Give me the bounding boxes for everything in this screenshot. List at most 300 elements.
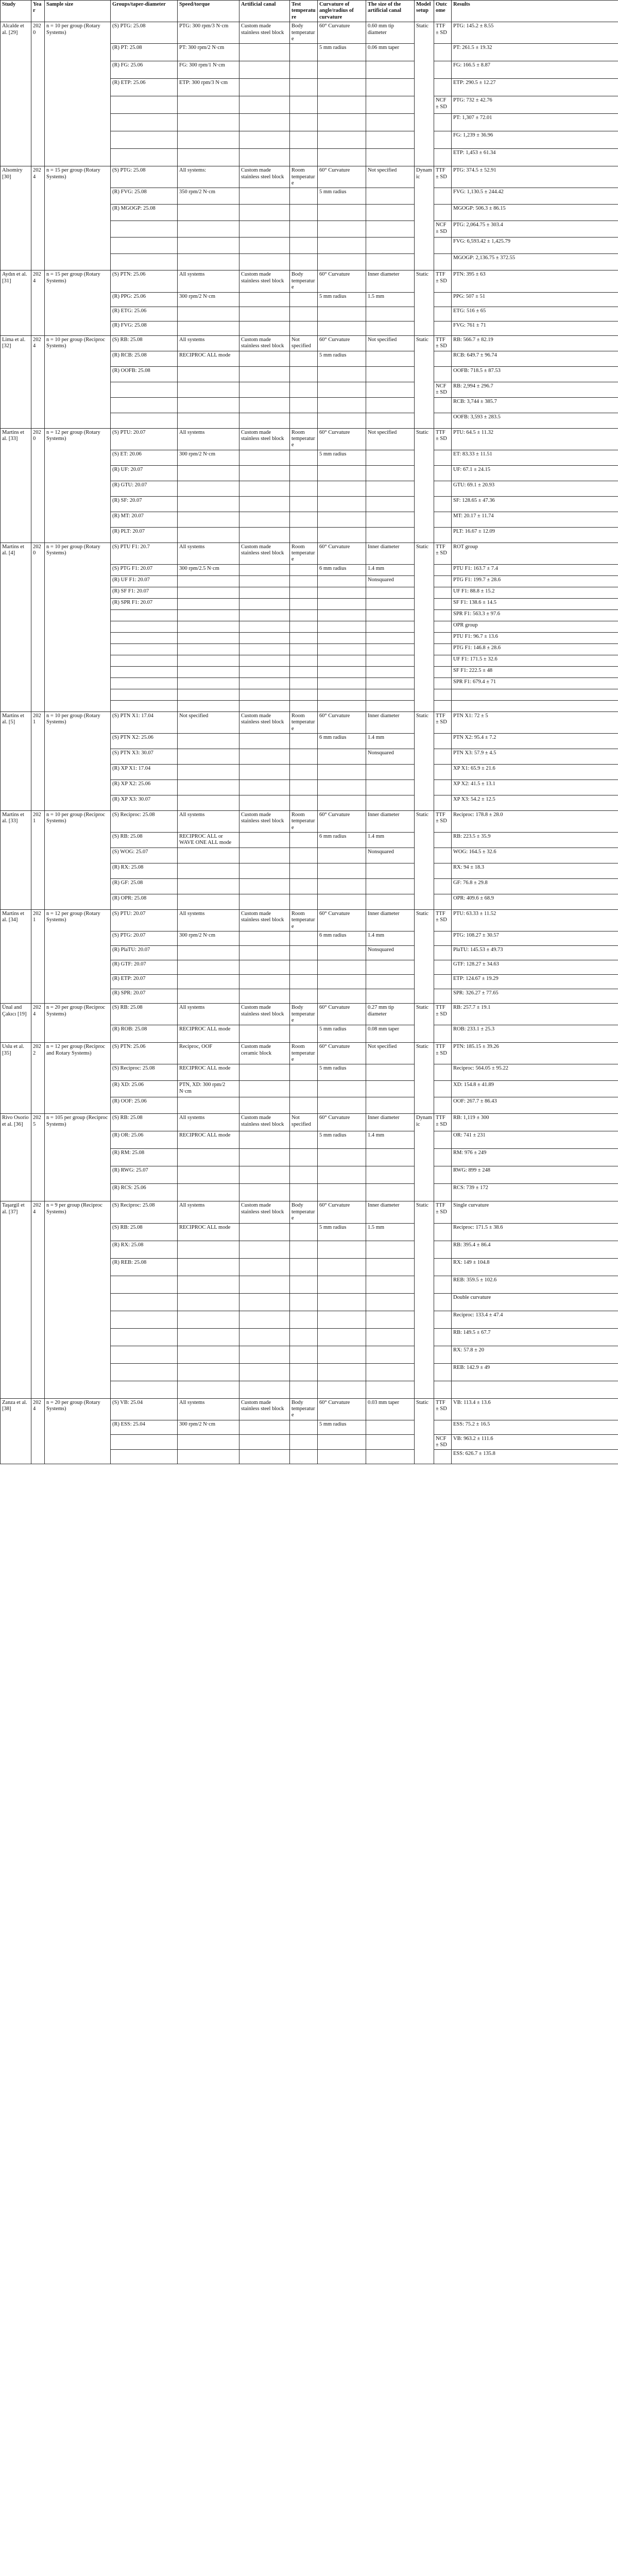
groups-cell xyxy=(111,609,178,621)
curvature-cell xyxy=(318,1381,366,1398)
artificial-canal-cell xyxy=(239,413,290,428)
groups-cell: (R) FG: 25.06 xyxy=(111,61,178,79)
curvature-cell xyxy=(318,587,366,598)
curvature-cell: 60° Curvature xyxy=(318,270,366,292)
canal-size-cell: Not specified xyxy=(366,335,415,351)
groups-cell xyxy=(111,643,178,655)
groups-cell: (R) XD: 25.06 xyxy=(111,1081,178,1097)
groups-cell: (R) ETP: 25.06 xyxy=(111,79,178,96)
groups-cell xyxy=(111,1381,178,1398)
table-header-row xyxy=(1,1,618,22)
column-header: Study xyxy=(1,1,31,22)
results-cell: RWG: 899 ± 248 xyxy=(452,1166,618,1184)
outcome-cell xyxy=(434,1381,452,1398)
test-temperature-cell xyxy=(290,621,318,632)
results-cell: PTN X3: 57.9 ± 4.5 xyxy=(452,749,618,764)
study-cell: Aydın et al. [31] xyxy=(1,270,31,335)
table-row xyxy=(1,166,618,188)
speed-torque-cell xyxy=(178,689,239,700)
test-temperature-cell xyxy=(290,1328,318,1346)
test-temperature-cell xyxy=(290,254,318,270)
results-cell: PTG: 732 ± 42.76 xyxy=(452,96,618,114)
outcome-cell xyxy=(434,1097,452,1114)
test-temperature-cell: Room temperature xyxy=(290,543,318,564)
test-temperature-cell: Not specified xyxy=(290,335,318,351)
canal-size-cell xyxy=(366,254,415,270)
table-row xyxy=(1,810,618,832)
outcome-cell xyxy=(434,1328,452,1346)
results-cell: FG: 1,239 ± 36.96 xyxy=(452,131,618,149)
test-temperature-cell xyxy=(290,1064,318,1081)
results-cell: RM: 976 ± 249 xyxy=(452,1149,618,1166)
speed-torque-cell xyxy=(178,496,239,512)
groups-cell: (R) SF F1: 20.07 xyxy=(111,587,178,598)
outcome-cell xyxy=(434,975,452,989)
artificial-canal-cell xyxy=(239,666,290,677)
test-temperature-cell xyxy=(290,450,318,465)
groups-cell xyxy=(111,1328,178,1346)
results-cell: PTG F1: 199.7 ± 28.6 xyxy=(452,575,618,587)
test-temperature-cell xyxy=(290,1025,318,1043)
curvature-cell: 6 mm radius xyxy=(318,931,366,946)
test-temperature-cell xyxy=(290,764,318,779)
groups-cell xyxy=(111,666,178,677)
groups-cell: (R) PPG: 25.06 xyxy=(111,292,178,307)
groups-cell: (R) SPR F1: 20.07 xyxy=(111,598,178,609)
curvature-cell xyxy=(318,749,366,764)
artificial-canal-cell: Custom made stainless steel block xyxy=(239,166,290,188)
groups-cell: (R) GF: 25.08 xyxy=(111,879,178,894)
results-cell: ET: 83.33 ± 11.51 xyxy=(452,450,618,465)
curvature-cell xyxy=(318,1293,366,1311)
study-cell: Martins et al. [33] xyxy=(1,810,31,909)
curvature-cell xyxy=(318,795,366,810)
artificial-canal-cell xyxy=(239,643,290,655)
artificial-canal-cell xyxy=(239,833,290,848)
outcome-cell xyxy=(434,465,452,481)
results-cell: Double curvature xyxy=(452,1293,618,1311)
results-cell: PTN: 395 ± 63 xyxy=(452,270,618,292)
canal-size-cell xyxy=(366,598,415,609)
results-cell: OOF: 267.7 ± 86.43 xyxy=(452,1097,618,1114)
outcome-cell: TTF ± SD xyxy=(434,1004,452,1025)
outcome-cell xyxy=(434,366,452,382)
curvature-cell: 5 mm radius xyxy=(318,1420,366,1434)
canal-size-cell: Not specified xyxy=(366,166,415,188)
speed-torque-cell xyxy=(178,413,239,428)
outcome-cell xyxy=(434,512,452,527)
outcome-cell xyxy=(434,1450,452,1464)
results-cell: RX: 94 ± 18.3 xyxy=(452,863,618,879)
speed-torque-cell: All systems xyxy=(178,270,239,292)
groups-cell: (R) OOFB: 25.08 xyxy=(111,366,178,382)
outcome-cell xyxy=(434,1025,452,1043)
table-row xyxy=(1,1004,618,1025)
curvature-cell: 60° Curvature xyxy=(318,1114,366,1131)
groups-cell: (R) XP X1: 17.04 xyxy=(111,764,178,779)
results-cell: UF F1: 88.8 ± 15.2 xyxy=(452,587,618,598)
artificial-canal-cell xyxy=(239,700,290,711)
canal-size-cell xyxy=(366,863,415,879)
artificial-canal-cell: Custom made stainless steel block xyxy=(239,910,290,931)
speed-torque-cell xyxy=(178,733,239,749)
groups-cell: (R) PT: 25.08 xyxy=(111,44,178,61)
outcome-cell xyxy=(434,254,452,270)
curvature-cell: 5 mm radius xyxy=(318,450,366,465)
artificial-canal-cell: Custom made stainless steel block xyxy=(239,711,290,733)
column-header: Outcome xyxy=(434,1,452,22)
groups-cell: (S) PTG: 25.08 xyxy=(111,166,178,188)
curvature-cell xyxy=(318,1450,366,1464)
artificial-canal-cell xyxy=(239,1434,290,1450)
speed-torque-cell xyxy=(178,114,239,131)
groups-cell: (S) Reciproc: 25.08 xyxy=(111,1064,178,1081)
speed-torque-cell xyxy=(178,960,239,975)
model-setup-cell: Static xyxy=(415,1043,434,1114)
results-cell: OPR group xyxy=(452,621,618,632)
groups-cell: (S) RB: 25.08 xyxy=(111,833,178,848)
artificial-canal-cell xyxy=(239,621,290,632)
results-cell: MGOGP: 506.3 ± 86.15 xyxy=(452,205,618,221)
artificial-canal-cell: Custom made stainless steel block xyxy=(239,543,290,564)
canal-size-cell xyxy=(366,1346,415,1363)
outcome-cell xyxy=(434,677,452,689)
test-temperature-cell xyxy=(290,205,318,221)
results-cell: PT: 1,307 ± 72.01 xyxy=(452,114,618,131)
canal-size-cell xyxy=(366,114,415,131)
curvature-cell xyxy=(318,609,366,621)
test-temperature-cell xyxy=(290,975,318,989)
curvature-cell xyxy=(318,863,366,879)
curvature-cell xyxy=(318,643,366,655)
canal-size-cell xyxy=(366,221,415,238)
test-temperature-cell xyxy=(290,61,318,79)
speed-torque-cell xyxy=(178,254,239,270)
canal-size-cell: 1.5 mm xyxy=(366,292,415,307)
speed-torque-cell xyxy=(178,1311,239,1328)
sample-size-cell: n = 9 per group (Reciproc Systems) xyxy=(45,1201,111,1398)
canal-size-cell: 1.4 mm xyxy=(366,733,415,749)
groups-cell xyxy=(111,114,178,131)
speed-torque-cell: RECIPROC ALL mode xyxy=(178,1025,239,1043)
curvature-cell xyxy=(318,621,366,632)
curvature-cell xyxy=(318,960,366,975)
curvature-cell xyxy=(318,131,366,149)
test-temperature-cell xyxy=(290,79,318,96)
artificial-canal-cell xyxy=(239,1081,290,1097)
results-cell: MT: 20.17 ± 11.74 xyxy=(452,512,618,527)
results-cell: PPG: 507 ± 51 xyxy=(452,292,618,307)
test-temperature-cell xyxy=(290,700,318,711)
curvature-cell xyxy=(318,779,366,795)
curvature-cell xyxy=(318,1363,366,1381)
groups-cell xyxy=(111,382,178,397)
test-temperature-cell xyxy=(290,512,318,527)
outcome-cell xyxy=(434,632,452,643)
test-temperature-cell xyxy=(290,894,318,910)
speed-torque-cell xyxy=(178,366,239,382)
artificial-canal-cell xyxy=(239,879,290,894)
canal-size-cell xyxy=(366,677,415,689)
curvature-cell xyxy=(318,397,366,413)
canal-size-cell xyxy=(366,666,415,677)
outcome-cell xyxy=(434,114,452,131)
results-cell: GF: 76.8 ± 29.8 xyxy=(452,879,618,894)
test-temperature-cell xyxy=(290,321,318,335)
test-temperature-cell xyxy=(290,598,318,609)
artificial-canal-cell xyxy=(239,1149,290,1166)
table-row xyxy=(1,335,618,351)
curvature-cell xyxy=(318,61,366,79)
curvature-cell xyxy=(318,689,366,700)
canal-size-cell xyxy=(366,1149,415,1166)
outcome-cell xyxy=(434,779,452,795)
canal-size-cell xyxy=(366,779,415,795)
table-row xyxy=(1,543,618,564)
sample-size-cell: n = 12 per group (Rotary Systems) xyxy=(45,910,111,1004)
curvature-cell xyxy=(318,1311,366,1328)
test-temperature-cell xyxy=(290,575,318,587)
canal-size-cell xyxy=(366,1328,415,1346)
test-temperature-cell xyxy=(290,795,318,810)
sample-size-cell: n = 10 per group (Reciproc Systems) xyxy=(45,335,111,428)
artificial-canal-cell xyxy=(239,1420,290,1434)
curvature-cell xyxy=(318,221,366,238)
column-header: Curvature of angle/radius of curvature xyxy=(318,1,366,22)
study-cell: Alsomiry [30] xyxy=(1,166,31,270)
results-cell: PTG: 145.2 ± 8.55 xyxy=(452,22,618,44)
canal-size-cell: Nonsquared xyxy=(366,749,415,764)
column-header: The size of the artificial canal xyxy=(366,1,415,22)
results-cell: Reciproc: 133.4 ± 47.4 xyxy=(452,1311,618,1328)
speed-torque-cell xyxy=(178,1149,239,1166)
canal-size-cell: 0.08 mm taper xyxy=(366,1025,415,1043)
groups-cell xyxy=(111,1311,178,1328)
test-temperature-cell xyxy=(290,833,318,848)
outcome-cell xyxy=(434,1131,452,1149)
results-cell: PTN X1: 72 ± 5 xyxy=(452,711,618,733)
groups-cell xyxy=(111,1293,178,1311)
speed-torque-cell: RECIPROC ALL mode xyxy=(178,1131,239,1149)
test-temperature-cell xyxy=(290,733,318,749)
canal-size-cell: Inner diameter xyxy=(366,1114,415,1131)
results-cell: SPR F1: 563.3 ± 97.6 xyxy=(452,609,618,621)
outcome-cell: TTF ± SD xyxy=(434,1043,452,1064)
results-cell: FVG: 1,130.5 ± 244.42 xyxy=(452,188,618,205)
artificial-canal-cell xyxy=(239,1097,290,1114)
speed-torque-cell: RECIPROC ALL mode xyxy=(178,1223,239,1241)
canal-size-cell xyxy=(366,79,415,96)
curvature-cell xyxy=(318,1097,366,1114)
curvature-cell xyxy=(318,366,366,382)
canal-size-cell: 1.5 mm xyxy=(366,1223,415,1241)
curvature-cell xyxy=(318,1081,366,1097)
table-row xyxy=(1,270,618,292)
results-cell: UF: 67.1 ± 24.15 xyxy=(452,465,618,481)
artificial-canal-cell xyxy=(239,564,290,575)
outcome-cell xyxy=(434,397,452,413)
groups-cell: (R) OPR: 25.08 xyxy=(111,894,178,910)
test-temperature-cell xyxy=(290,366,318,382)
speed-torque-cell xyxy=(178,700,239,711)
test-temperature-cell xyxy=(290,292,318,307)
canal-size-cell: 1.4 mm xyxy=(366,1131,415,1149)
groups-cell xyxy=(111,413,178,428)
table-row xyxy=(1,910,618,931)
test-temperature-cell xyxy=(290,149,318,166)
artificial-canal-cell xyxy=(239,238,290,254)
canal-size-cell xyxy=(366,61,415,79)
results-cell: PTG: 374.5 ± 52.91 xyxy=(452,166,618,188)
results-cell: SF F1: 222.5 ± 48 xyxy=(452,666,618,677)
canal-size-cell: 0.60 mm tip diameter xyxy=(366,22,415,44)
column-header: Test temperature xyxy=(290,1,318,22)
groups-cell: (R) FVG: 25.08 xyxy=(111,321,178,335)
results-cell: GTU: 69.1 ± 20.93 xyxy=(452,481,618,496)
artificial-canal-cell xyxy=(239,149,290,166)
canal-size-cell: 1.4 mm xyxy=(366,833,415,848)
speed-torque-cell xyxy=(178,632,239,643)
curvature-cell: 6 mm radius xyxy=(318,733,366,749)
canal-size-cell xyxy=(366,382,415,397)
results-cell: PTU: 64.5 ± 11.32 xyxy=(452,428,618,450)
canal-size-cell xyxy=(366,894,415,910)
speed-torque-cell: Reciproc, OOF xyxy=(178,1043,239,1064)
groups-cell: (S) RB: 25.08 xyxy=(111,1114,178,1131)
sample-size-cell: n = 15 per group (Rotary Systems) xyxy=(45,166,111,270)
groups-cell xyxy=(111,689,178,700)
study-cell: Ünal and Çakıcı [19] xyxy=(1,1004,31,1043)
canal-size-cell xyxy=(366,1184,415,1201)
test-temperature-cell xyxy=(290,1131,318,1149)
speed-torque-cell xyxy=(178,795,239,810)
speed-torque-cell xyxy=(178,205,239,221)
groups-cell: (S) PTG: 25.08 xyxy=(111,22,178,44)
outcome-cell: TTF ± SD xyxy=(434,270,452,292)
artificial-canal-cell xyxy=(239,79,290,96)
sample-size-cell: n = 10 per group (Reciproc Systems) xyxy=(45,810,111,909)
test-temperature-cell xyxy=(290,1149,318,1166)
artificial-canal-cell xyxy=(239,44,290,61)
results-cell: ETG: 516 ± 65 xyxy=(452,307,618,321)
test-temperature-cell xyxy=(290,632,318,643)
outcome-cell xyxy=(434,131,452,149)
outcome-cell xyxy=(434,238,452,254)
test-temperature-cell: Room temperature xyxy=(290,1043,318,1064)
model-setup-cell: Static xyxy=(415,270,434,335)
artificial-canal-cell xyxy=(239,1381,290,1398)
curvature-cell xyxy=(318,1346,366,1363)
results-cell: FVG: 6,593.42 ± 1,425.79 xyxy=(452,238,618,254)
speed-torque-cell xyxy=(178,1450,239,1464)
speed-torque-cell: RECIPROC ALL mode xyxy=(178,1064,239,1081)
canal-size-cell: 1.4 mm xyxy=(366,564,415,575)
results-cell: XD: 154.8 ± 41.89 xyxy=(452,1081,618,1097)
model-setup-cell: Static xyxy=(415,910,434,1004)
groups-cell: (S) PTG: 20.07 xyxy=(111,931,178,946)
canal-size-cell: Not specified xyxy=(366,1043,415,1064)
canal-size-cell xyxy=(366,413,415,428)
model-setup-cell: Dynamic xyxy=(415,166,434,270)
canal-size-cell: Nonsquared xyxy=(366,848,415,863)
results-cell: OOFB: 718.5 ± 87.53 xyxy=(452,366,618,382)
curvature-cell xyxy=(318,321,366,335)
artificial-canal-cell xyxy=(239,863,290,879)
results-cell: Reciproc: 171.5 ± 38.6 xyxy=(452,1223,618,1241)
speed-torque-cell xyxy=(178,1097,239,1114)
curvature-cell xyxy=(318,307,366,321)
curvature-cell: 6 mm radius xyxy=(318,833,366,848)
results-cell: VB: 113.4 ± 13.6 xyxy=(452,1398,618,1420)
artificial-canal-cell xyxy=(239,307,290,321)
speed-torque-cell xyxy=(178,321,239,335)
artificial-canal-cell: Custom made stainless steel block xyxy=(239,1201,290,1223)
study-cell: Taşargil et al. [37] xyxy=(1,1201,31,1398)
groups-cell xyxy=(111,397,178,413)
curvature-cell xyxy=(318,238,366,254)
outcome-cell: TTF ± SD xyxy=(434,428,452,450)
canal-size-cell xyxy=(366,1381,415,1398)
outcome-cell xyxy=(434,666,452,677)
test-temperature-cell: Body temperature xyxy=(290,22,318,44)
artificial-canal-cell xyxy=(239,848,290,863)
artificial-canal-cell xyxy=(239,1241,290,1258)
results-cell: GTF: 128.27 ± 34.63 xyxy=(452,960,618,975)
canal-size-cell xyxy=(366,960,415,975)
test-temperature-cell xyxy=(290,564,318,575)
speed-torque-cell: ETP: 300 rpm/3 N·cm xyxy=(178,79,239,96)
results-cell: OOFB: 3,593 ± 283.5 xyxy=(452,413,618,428)
results-cell: SPR F1: 679.4 ± 71 xyxy=(452,677,618,689)
curvature-cell xyxy=(318,764,366,779)
curvature-cell: 60° Curvature xyxy=(318,1004,366,1025)
curvature-cell: 60° Curvature xyxy=(318,335,366,351)
table-row xyxy=(1,1043,618,1064)
artificial-canal-cell: Custom made stainless steel block xyxy=(239,335,290,351)
outcome-cell xyxy=(434,188,452,205)
outcome-cell: NCF ± SD xyxy=(434,96,452,114)
outcome-cell xyxy=(434,863,452,879)
results-cell: RCS: 739 ± 172 xyxy=(452,1184,618,1201)
groups-cell: (R) MGOGP: 25.08 xyxy=(111,205,178,221)
curvature-cell: 60° Curvature xyxy=(318,910,366,931)
artificial-canal-cell: Custom made stainless steel block xyxy=(239,428,290,450)
groups-cell: (S) PTU: 20.07 xyxy=(111,910,178,931)
outcome-cell xyxy=(434,1149,452,1166)
artificial-canal-cell xyxy=(239,465,290,481)
results-cell: PTU F1: 163.7 ± 7.4 xyxy=(452,564,618,575)
speed-torque-cell xyxy=(178,512,239,527)
speed-torque-cell xyxy=(178,397,239,413)
speed-torque-cell xyxy=(178,894,239,910)
test-temperature-cell xyxy=(290,1276,318,1293)
results-cell: PTU: 63.33 ± 11.52 xyxy=(452,910,618,931)
curvature-cell xyxy=(318,527,366,543)
artificial-canal-cell xyxy=(239,366,290,382)
test-temperature-cell xyxy=(290,188,318,205)
model-setup-cell: Dynamic xyxy=(415,1114,434,1201)
speed-torque-cell: 350 rpm/2 N·cm xyxy=(178,188,239,205)
results-cell: PTG: 2,064.75 ± 303.4 xyxy=(452,221,618,238)
groups-cell: (R) RX: 25.08 xyxy=(111,863,178,879)
outcome-cell xyxy=(434,989,452,1004)
outcome-cell xyxy=(434,749,452,764)
speed-torque-cell xyxy=(178,96,239,114)
groups-cell: (R) REB: 25.08 xyxy=(111,1258,178,1276)
canal-size-cell xyxy=(366,131,415,149)
outcome-cell xyxy=(434,307,452,321)
results-cell: REB: 142.9 ± 49 xyxy=(452,1363,618,1381)
